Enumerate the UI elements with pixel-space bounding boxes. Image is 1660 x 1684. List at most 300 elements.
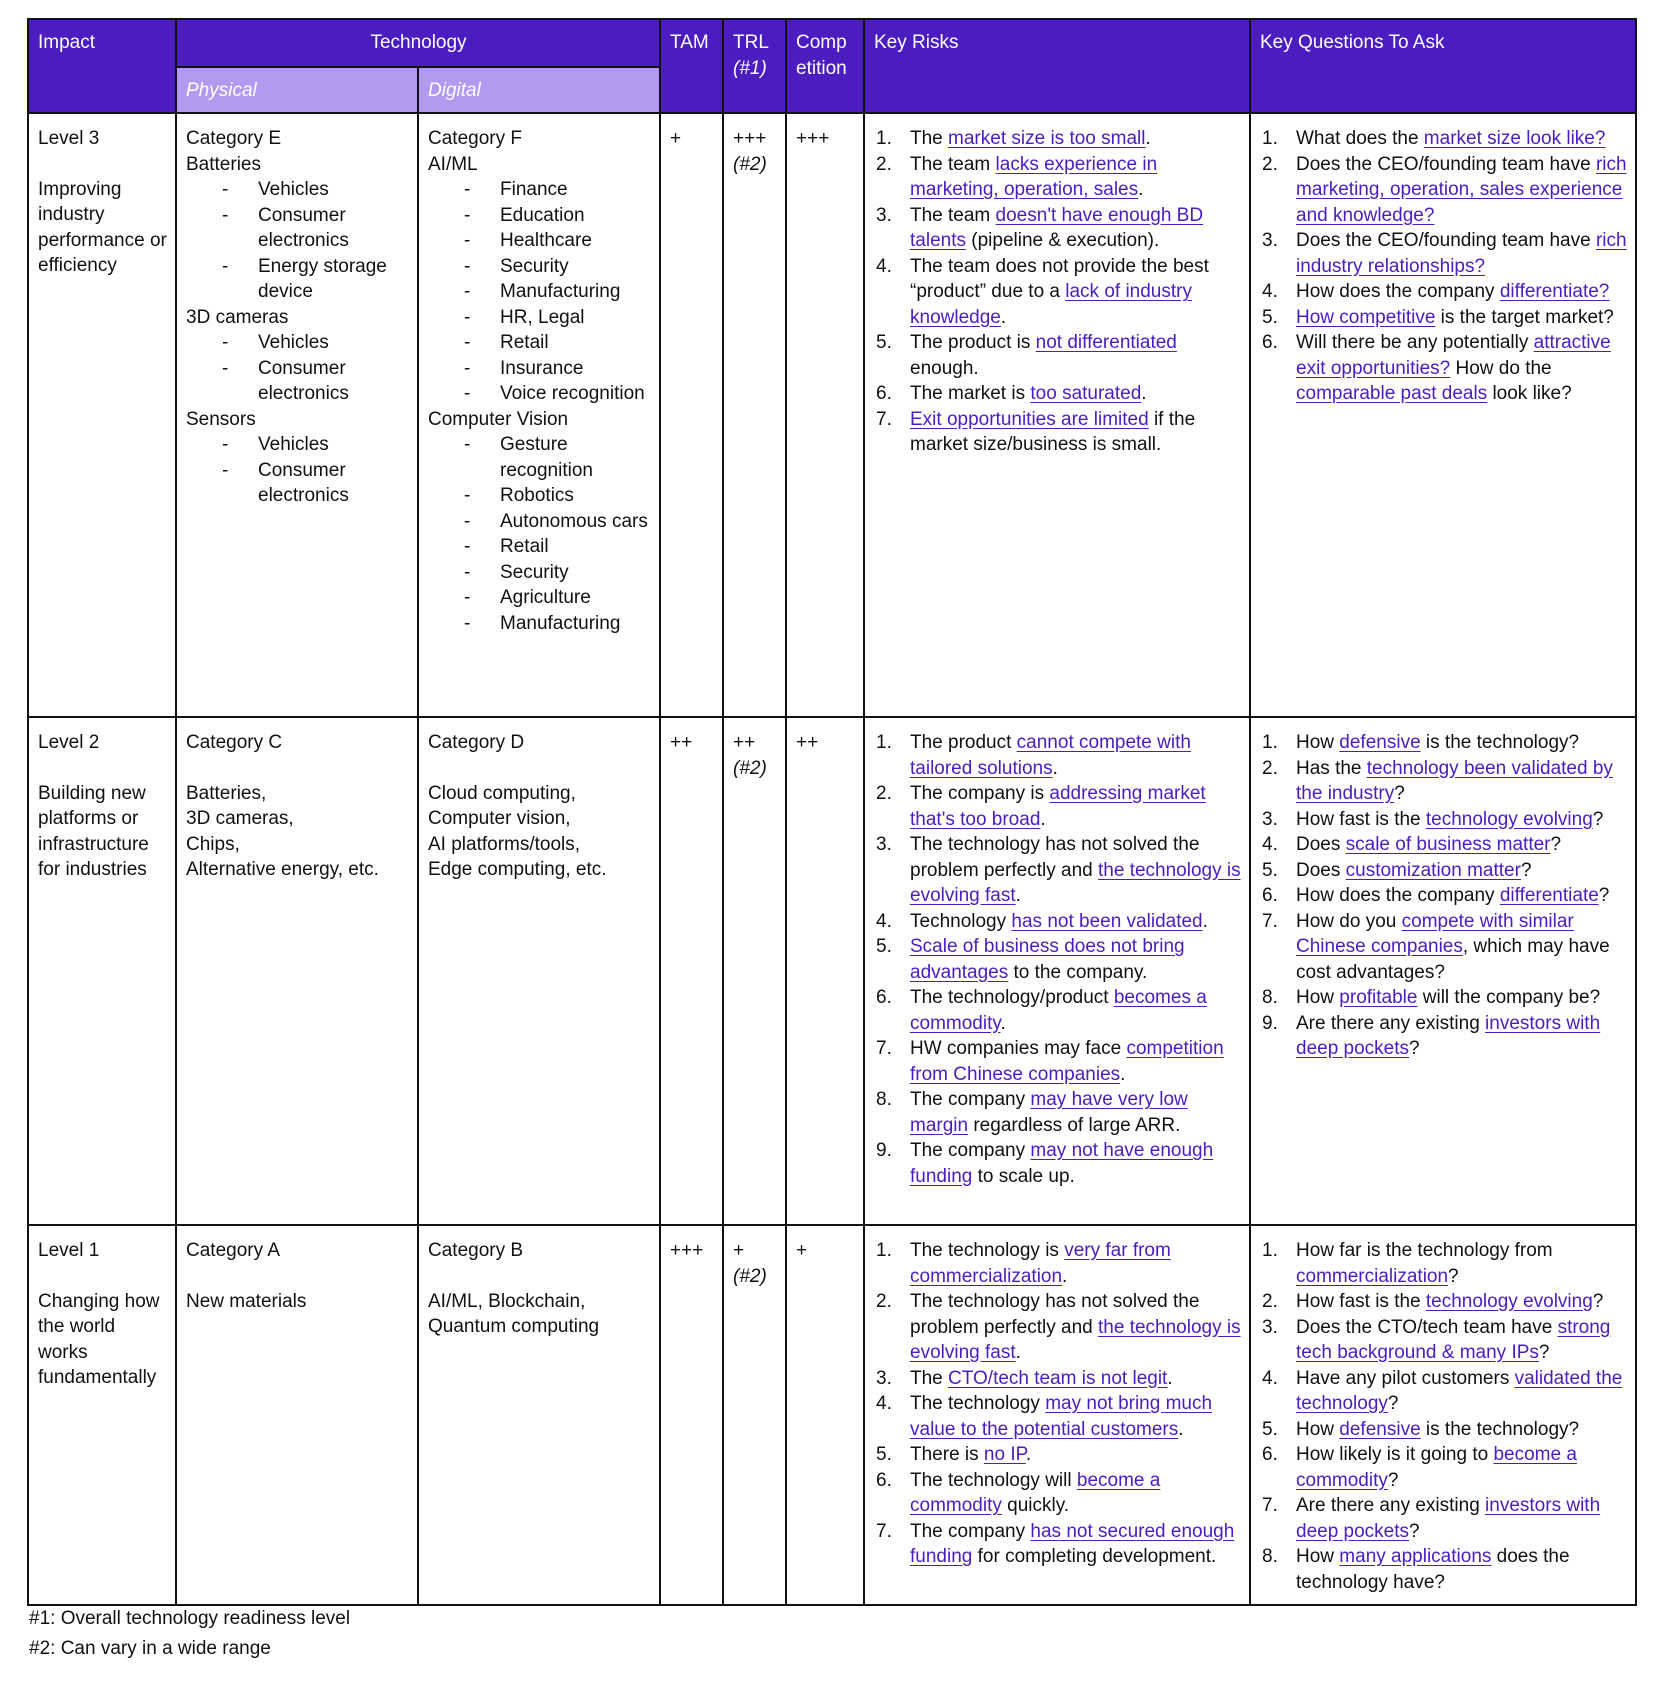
impact-cell: [28, 1225, 176, 1605]
risk-link[interactable]: become a commodity: [910, 1469, 1161, 1516]
question-text: How fast is the: [1296, 808, 1426, 830]
dash-bullet: -: [464, 281, 471, 302]
physical-group-item-label: Consumer electronics: [258, 204, 349, 251]
physical-category-text: New materials: [186, 1290, 307, 1312]
question-link[interactable]: customization matter: [1345, 859, 1521, 881]
question-text: How: [1296, 732, 1340, 753]
item-number: 7.: [1262, 910, 1278, 932]
risk-link[interactable]: the technology is evolving fast: [910, 859, 1241, 906]
risk-text: for completing development.: [972, 1546, 1217, 1567]
competition-cell: +++: [786, 113, 864, 717]
trl-note: (#2): [733, 757, 767, 779]
risk-link[interactable]: market size is too small: [948, 128, 1146, 149]
item-number: 5.: [1262, 1418, 1278, 1440]
level-row: [28, 113, 1636, 717]
risk-text: .: [1120, 1063, 1126, 1085]
question-text: Does the CEO/founding team have: [1296, 230, 1596, 251]
risk-text: .: [1141, 383, 1147, 404]
competition-header: [786, 19, 864, 113]
trl-header-note: (#1): [733, 57, 767, 79]
dash-bullet: -: [464, 204, 471, 226]
question-item: [1260, 1366, 1627, 1417]
item-number: 2.: [876, 783, 892, 804]
digital-group-list: [428, 432, 651, 636]
physical-category-text: Batteries, 3D cameras, Chips, Alternative energy, etc.: [186, 782, 379, 880]
risk-link[interactable]: very far from commercialization: [910, 1240, 1171, 1287]
risk-text: The technology has not solved the problem perfectly and: [910, 1291, 1200, 1338]
risk-text: There is: [910, 1444, 984, 1465]
digital-group-item: [464, 509, 651, 535]
question-text: How does the company: [1296, 885, 1500, 906]
question-link[interactable]: rich industry relationships?: [1296, 230, 1627, 277]
item-number: 4.: [1262, 281, 1278, 302]
risk-link[interactable]: becomes a commodity: [910, 987, 1207, 1034]
question-text: , which may have cost advantages?: [1296, 936, 1610, 983]
question-link[interactable]: commercialization: [1296, 1265, 1449, 1287]
question-link[interactable]: investors with deep pockets: [1296, 1012, 1601, 1059]
question-text: is the technology?: [1420, 732, 1580, 753]
item-number: 4.: [1262, 834, 1278, 855]
key-risks-cell: [864, 113, 1250, 717]
level-title: Level 1: [38, 1240, 100, 1261]
digital-group-item-label: Finance: [500, 179, 568, 200]
question-item: [1260, 126, 1627, 152]
item-number: 3.: [1262, 1316, 1278, 1338]
key-risks-cell: [864, 1225, 1250, 1605]
risk-link[interactable]: doesn't have enough BD talents: [910, 204, 1204, 251]
digital-group-item-label: Retail: [500, 536, 549, 557]
digital-category-title: Category D: [428, 732, 525, 753]
trl-note: (#2): [733, 1265, 767, 1287]
question-text: look like?: [1487, 383, 1572, 404]
risk-text: The company is: [910, 783, 1050, 804]
item-number: 8.: [876, 1089, 892, 1110]
dash-bullet: -: [464, 434, 471, 455]
question-text: Does: [1296, 859, 1346, 881]
risk-link[interactable]: Scale of business does not bring advantages: [910, 936, 1185, 983]
dash-bullet: -: [464, 357, 471, 379]
dash-bullet: -: [464, 587, 471, 608]
question-list: [1260, 126, 1627, 407]
question-text: ?: [1387, 1469, 1399, 1491]
impact-description: Improving industry performance or efficiency: [38, 178, 167, 276]
question-item: [1260, 152, 1627, 229]
digital-group-item: [464, 381, 651, 407]
risk-link[interactable]: no IP: [983, 1444, 1026, 1465]
question-link[interactable]: investors with deep pockets: [1296, 1495, 1601, 1542]
risk-link[interactable]: cannot compete with tailored solutions: [910, 732, 1191, 779]
question-text: will the company be?: [1417, 987, 1601, 1008]
digital-group-item-label: Gesture recognition: [500, 434, 593, 481]
digital-group-title: AI/ML: [428, 153, 478, 175]
question-item: [1260, 1315, 1627, 1366]
impact-header: Impact: [28, 19, 176, 113]
dash-bullet: -: [222, 332, 229, 353]
question-item: [1260, 1442, 1627, 1493]
digital-cell: [418, 717, 660, 1225]
physical-group-item-label: Consumer electronics: [258, 357, 349, 404]
level-row: [28, 1225, 1636, 1605]
item-number: 1.: [876, 732, 892, 753]
digital-group-item: [464, 356, 651, 382]
risk-link[interactable]: competition from Chinese companies: [910, 1038, 1224, 1085]
question-text: ?: [1520, 859, 1532, 881]
risk-item: [874, 832, 1241, 909]
tam-cell: +++: [660, 1225, 723, 1605]
item-number: 5.: [1262, 859, 1278, 881]
question-link[interactable]: scale of business matter: [1345, 834, 1551, 855]
physical-group-item-label: Vehicles: [258, 434, 329, 455]
question-link[interactable]: strong tech background & many IPs: [1296, 1316, 1611, 1363]
question-text: ?: [1409, 1520, 1420, 1542]
dash-bullet: -: [464, 485, 471, 506]
key-risks-header: Key Risks: [864, 19, 1250, 113]
physical-group-list: [186, 432, 409, 509]
competition-cell: ++: [786, 717, 864, 1225]
item-number: 7.: [876, 1520, 892, 1542]
question-text: ?: [1592, 1291, 1604, 1312]
physical-group-list: [186, 177, 409, 305]
item-number: 2.: [876, 153, 892, 175]
competition-header-line1: Comp: [796, 32, 847, 53]
risk-text: The team: [910, 153, 996, 175]
question-text: Does the CEO/founding team have: [1296, 153, 1596, 175]
question-text: How do you: [1296, 910, 1402, 932]
question-text: Have any pilot customers: [1296, 1367, 1515, 1389]
question-text: is the target market?: [1435, 306, 1614, 328]
risk-link[interactable]: too saturated: [1030, 383, 1142, 404]
risk-item: [874, 1391, 1241, 1442]
dash-bullet: -: [222, 179, 229, 200]
impact-cell: [28, 113, 176, 717]
risk-text: Technology: [910, 910, 1012, 932]
physical-cell: [176, 113, 418, 717]
risk-text: .: [1167, 1367, 1173, 1389]
question-link[interactable]: technology evolving: [1425, 808, 1593, 830]
dash-bullet: -: [464, 561, 471, 583]
question-text: How far is the technology from: [1296, 1240, 1553, 1261]
item-number: 6.: [1262, 885, 1278, 906]
risk-item: [874, 126, 1241, 152]
risk-item: [874, 1138, 1241, 1189]
question-link[interactable]: defensive: [1339, 732, 1421, 753]
risk-link[interactable]: may not bring much value to the potential customers: [910, 1393, 1213, 1440]
risk-text: enough.: [910, 357, 979, 379]
question-link[interactable]: become a commodity: [1296, 1444, 1577, 1491]
risk-link[interactable]: CTO/tech team is not legit: [948, 1367, 1168, 1389]
question-text: ?: [1598, 885, 1610, 906]
digital-group-item: [464, 611, 651, 637]
physical-group-title: 3D cameras: [186, 306, 289, 328]
dash-bullet: -: [464, 306, 471, 328]
question-item: [1260, 883, 1627, 909]
question-link[interactable]: technology evolving: [1425, 1291, 1593, 1312]
question-item: [1260, 858, 1627, 884]
risk-text: The company: [910, 1089, 1031, 1110]
item-number: 6.: [876, 383, 892, 404]
risk-text: The product is: [910, 332, 1036, 353]
tam-header: TAM: [660, 19, 723, 113]
digital-group-item: [464, 228, 651, 254]
question-item: [1260, 832, 1627, 858]
physical-category-title: Category A: [186, 1240, 280, 1261]
item-number: 7.: [1262, 1495, 1278, 1516]
item-number: 5.: [876, 1444, 892, 1465]
tam-cell: +: [660, 113, 723, 717]
risk-text: The technology will: [910, 1469, 1077, 1491]
footnotes: [29, 1604, 350, 1664]
risk-text: .: [1052, 757, 1058, 779]
dash-bullet: -: [464, 332, 471, 353]
physical-group-title: Sensors: [186, 408, 256, 430]
level-title: Level 3: [38, 128, 100, 149]
item-number: 1.: [876, 128, 892, 149]
risk-text: The company: [910, 1140, 1031, 1161]
risk-item: [874, 1036, 1241, 1087]
dash-bullet: -: [464, 179, 471, 200]
item-number: 7.: [876, 408, 892, 430]
digital-group-item: [464, 279, 651, 305]
question-text: does the technology have?: [1296, 1546, 1570, 1593]
physical-group-item-label: Consumer electronics: [258, 459, 349, 506]
risk-text: The technology is: [910, 1240, 1065, 1261]
physical-group-item-label: Vehicles: [258, 179, 329, 200]
risk-item: [874, 381, 1241, 407]
competition-header-line2: etition: [796, 57, 847, 79]
digital-group-item-label: Security: [500, 255, 569, 277]
digital-group-item: [464, 203, 651, 229]
risk-text: The team does not provide the best “product” due to a: [910, 255, 1209, 302]
dash-bullet: -: [222, 204, 229, 226]
level-title: Level 2: [38, 732, 100, 753]
item-number: 6.: [1262, 1444, 1278, 1465]
risk-text: The product: [910, 732, 1017, 753]
question-link[interactable]: attractive exit opportunities?: [1296, 332, 1611, 379]
question-text: Does: [1296, 834, 1346, 855]
question-text: Will there be any potentially: [1296, 332, 1534, 353]
question-link[interactable]: market size look like?: [1423, 128, 1606, 149]
digital-category-title: Category F: [428, 128, 522, 149]
risk-text: The technology: [910, 1393, 1046, 1414]
digital-group-item-label: Security: [500, 561, 569, 583]
question-item: [1260, 279, 1627, 305]
question-link[interactable]: profitable: [1339, 987, 1418, 1008]
risk-item: [874, 781, 1241, 832]
question-item: [1260, 756, 1627, 807]
risk-text: .: [1015, 1342, 1021, 1363]
risk-text: to the company.: [1008, 961, 1148, 983]
question-link[interactable]: comparable past deals: [1296, 383, 1488, 404]
question-list: [1260, 1238, 1627, 1595]
footnote-2: #2: Can vary in a wide range: [29, 1638, 271, 1659]
item-number: 2.: [1262, 1291, 1278, 1312]
risk-item: [874, 1238, 1241, 1289]
risk-item: [874, 1289, 1241, 1366]
header-row: [28, 19, 1636, 67]
key-questions-cell: [1250, 113, 1636, 717]
digital-group-item-label: Voice recognition: [500, 383, 645, 404]
question-text: ?: [1394, 783, 1405, 804]
competition-cell: +: [786, 1225, 864, 1605]
question-text: ?: [1448, 1265, 1459, 1287]
digital-category-text: Cloud computing, Computer vision, AI platforms/tools, Edge computing, etc.: [428, 782, 607, 880]
digital-group-item: [464, 432, 651, 483]
key-risks-cell: [864, 717, 1250, 1225]
question-link[interactable]: rich marketing, operation, sales experience and knowledge?: [1296, 153, 1627, 226]
risk-item: [874, 1366, 1241, 1392]
risk-item: [874, 1087, 1241, 1138]
trl-value: +: [733, 1240, 745, 1261]
question-text: Are there any existing: [1296, 1012, 1486, 1034]
item-number: 3.: [876, 1367, 892, 1389]
risk-item: [874, 909, 1241, 935]
physical-group-item: [222, 330, 409, 356]
trl-cell: [723, 113, 786, 717]
item-number: 2.: [1262, 153, 1278, 175]
item-number: 8.: [1262, 1546, 1278, 1567]
physical-cell: [176, 717, 418, 1225]
dash-bullet: -: [464, 230, 471, 251]
question-link[interactable]: defensive: [1339, 1418, 1421, 1440]
risk-text: .: [1025, 1444, 1032, 1465]
dash-bullet: -: [464, 255, 471, 277]
digital-group-item-label: Agriculture: [500, 587, 591, 608]
key-questions-cell: [1250, 1225, 1636, 1605]
item-number: 5.: [1262, 306, 1278, 328]
digital-group-item-label: Insurance: [500, 357, 584, 379]
risk-item: [874, 254, 1241, 331]
question-item: [1260, 909, 1627, 986]
question-item: [1260, 1417, 1627, 1443]
risk-text: The team: [910, 204, 996, 226]
question-item: [1260, 305, 1627, 331]
risk-link[interactable]: lacks experience in marketing, operation, sales: [910, 153, 1158, 200]
physical-cell: [176, 1225, 418, 1605]
digital-group-item-label: Education: [500, 204, 585, 226]
digital-group-item: [464, 483, 651, 509]
question-text: ?: [1387, 1393, 1399, 1414]
impact-cell: [28, 717, 176, 1225]
question-text: How does the company: [1296, 281, 1500, 302]
risk-text: The company: [910, 1520, 1031, 1542]
question-link[interactable]: many applications: [1339, 1546, 1492, 1567]
risk-list: [874, 730, 1241, 1189]
risk-link[interactable]: lack of industry knowledge: [910, 281, 1192, 328]
risk-text: .: [1000, 306, 1007, 328]
item-number: 3.: [876, 834, 892, 855]
question-text: How do the: [1450, 357, 1552, 379]
question-item: [1260, 1011, 1627, 1062]
physical-group-item: [222, 458, 409, 509]
item-number: 2.: [1262, 757, 1278, 779]
question-link[interactable]: validated the technology: [1296, 1367, 1623, 1414]
question-text: How fast is the: [1296, 1291, 1426, 1312]
question-item: [1260, 730, 1627, 756]
item-number: 5.: [876, 332, 892, 353]
question-link[interactable]: How competitive: [1296, 306, 1436, 328]
risk-item: [874, 203, 1241, 254]
digital-group-list: [428, 177, 651, 407]
question-link[interactable]: technology been validated by the industry: [1296, 757, 1613, 804]
footnote-1: #1: Overall technology readiness level: [29, 1608, 351, 1629]
physical-category-title: Category E: [186, 128, 282, 149]
question-text: ?: [1550, 834, 1562, 855]
dash-bullet: -: [464, 612, 471, 634]
trl-header: [723, 19, 786, 113]
question-item: [1260, 1544, 1627, 1595]
physical-group-item-label: Vehicles: [258, 332, 329, 353]
trl-value: +++: [733, 128, 767, 149]
item-number: 9.: [876, 1140, 892, 1161]
risk-text: .: [1040, 808, 1046, 830]
question-text: ?: [1409, 1038, 1420, 1059]
question-text: How: [1296, 1418, 1340, 1440]
digital-category-title: Category B: [428, 1240, 524, 1261]
risk-text: (pipeline & execution).: [965, 230, 1160, 251]
question-item: [1260, 1289, 1627, 1315]
question-link[interactable]: differentiate?: [1499, 281, 1610, 302]
digital-category-text: AI/ML, Blockchain, Quantum computing: [428, 1290, 600, 1337]
digital-group-item-label: Autonomous cars: [500, 510, 648, 532]
trl-cell: [723, 1225, 786, 1605]
impact-description: Changing how the world works fundamentally: [38, 1290, 160, 1388]
risk-item: [874, 1468, 1241, 1519]
dash-bullet: -: [464, 383, 471, 404]
digital-group-item: [464, 585, 651, 611]
digital-group-item-label: Manufacturing: [500, 612, 621, 634]
item-number: 5.: [876, 936, 892, 957]
item-number: 1.: [1262, 1240, 1278, 1261]
question-text: What does the: [1296, 128, 1424, 149]
physical-group-item: [222, 177, 409, 203]
question-link[interactable]: compete with similar Chinese companies: [1296, 910, 1574, 957]
risk-item: [874, 152, 1241, 203]
risk-item: [874, 985, 1241, 1036]
risk-link[interactable]: may not have enough funding: [910, 1140, 1214, 1187]
risk-item: [874, 934, 1241, 985]
matrix-body: [28, 113, 1636, 1605]
item-number: 7.: [876, 1038, 892, 1059]
risk-link[interactable]: addressing market that's too broad: [910, 783, 1206, 830]
item-number: 4.: [876, 255, 892, 277]
question-link[interactable]: differentiate: [1499, 885, 1599, 906]
digital-group-item-label: Manufacturing: [500, 281, 621, 302]
physical-group-item: [222, 356, 409, 407]
item-number: 4.: [876, 910, 892, 932]
risk-item: [874, 1519, 1241, 1570]
risk-link[interactable]: may have very low margin: [910, 1089, 1188, 1136]
risk-text: .: [1062, 1265, 1068, 1287]
risk-text: The: [910, 1367, 949, 1389]
trl-cell: [723, 717, 786, 1225]
dash-bullet: -: [222, 255, 229, 277]
risk-text: .: [1015, 885, 1021, 906]
trl-header-label: TRL: [733, 32, 769, 53]
risk-text: The: [910, 128, 949, 149]
risk-link[interactable]: Exit opportunities are limited: [910, 408, 1149, 430]
digital-group-item-label: Robotics: [500, 485, 574, 506]
risk-link[interactable]: the technology is evolving fast: [910, 1316, 1241, 1363]
question-item: [1260, 1238, 1627, 1289]
risk-link[interactable]: not differentiated: [1035, 332, 1177, 353]
question-text: Does the CTO/tech team have: [1296, 1316, 1558, 1338]
tam-cell: ++: [660, 717, 723, 1225]
risk-link[interactable]: has not secured enough funding: [910, 1520, 1235, 1567]
risk-link[interactable]: has not been validated: [1011, 910, 1203, 932]
risk-text: regardless of large ARR.: [968, 1114, 1181, 1136]
item-number: 6.: [876, 1469, 892, 1491]
investment-matrix-table: [27, 18, 1637, 1606]
